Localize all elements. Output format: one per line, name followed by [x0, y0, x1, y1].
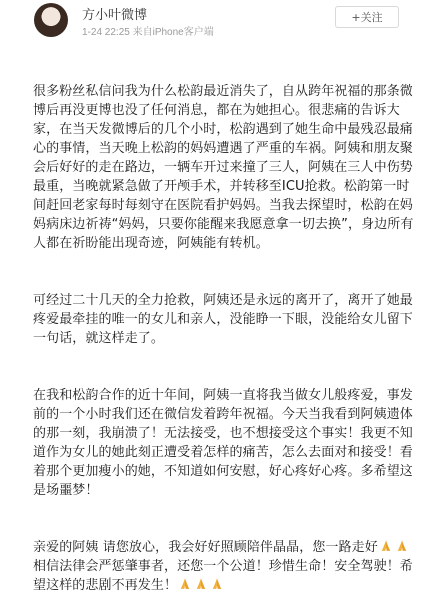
- paragraph-1: 很多粉丝私信问我为什么松韵最近消失了，自从跨年祝福的那条微博后再没更博也没了任何消息，都在为她担心。很悲痛的告诉大家，在当天发微博后的几个小时，松韵遇到了她生命中最残忍最痛心的事情，当天晚上松韵的妈妈遭遇了严重的车祸。阿姨和朋友聚会后好好的走在路边，一辆车开过来撞了三人，阿姨在三人中伤势最重，当晚就紧急做了开颅手术，并转移至ICU抢救。松韵第一时间赶回老家每时每刻守在医院看护妈妈。当我去探望时，松韵在妈妈病床边祈祷“妈妈，只要你能醒来我愿意拿一切去换”，身边所有人都在祈盼能出现奇迹，阿姨能有转机。: [33, 84, 414, 251]
- paragraph-4: [33, 538, 415, 595]
- avatar[interactable]: [34, 3, 68, 37]
- post-header: [0, 0, 422, 40]
- closing-text-1: 亲爱的阿姨 请您放心，我会好好照顾陪伴晶晶，您一路走好: [33, 540, 378, 555]
- username[interactable]: 方小叶微博: [82, 8, 148, 23]
- post-meta: 1-24 22:25 来自iPhone客户端: [82, 27, 214, 38]
- follow-button[interactable]: [335, 6, 399, 28]
- pray-hands-icon: [177, 578, 225, 593]
- pray-hands-icon: [378, 540, 410, 555]
- paragraph-3: 在我和松韵合作的近十年间，阿姨一直将我当做女儿般疼爱，事发前的一个小时我们还在微信发着跨年祝福。今天当我看到阿姨遗体的那一刻，我崩溃了！无法接受，也不想接受这个事实！我更不知道作为女儿的她此刻正遭受着怎样的痛苦，怎么去面对和接受！看着那个更加瘦小的她，不知道如何安慰，好心疼好心疼。多希望这是场噩梦！: [33, 388, 413, 498]
- follow-label: +关注: [351, 11, 383, 24]
- post-body: [33, 44, 415, 614]
- paragraph-2: 可经过二十几天的全力抢救，阿姨还是永远的离开了，离开了她最疼爱最牵挂的唯一的女儿和亲人，没能睁一下眼，没能给女儿留下一句话，就这样走了。: [33, 293, 413, 346]
- closing-text-2: 相信法律会严惩肇事者，还您一个公道！珍惜生命！安全驾驶！希望这样的悲剧不再发生！: [33, 559, 413, 593]
